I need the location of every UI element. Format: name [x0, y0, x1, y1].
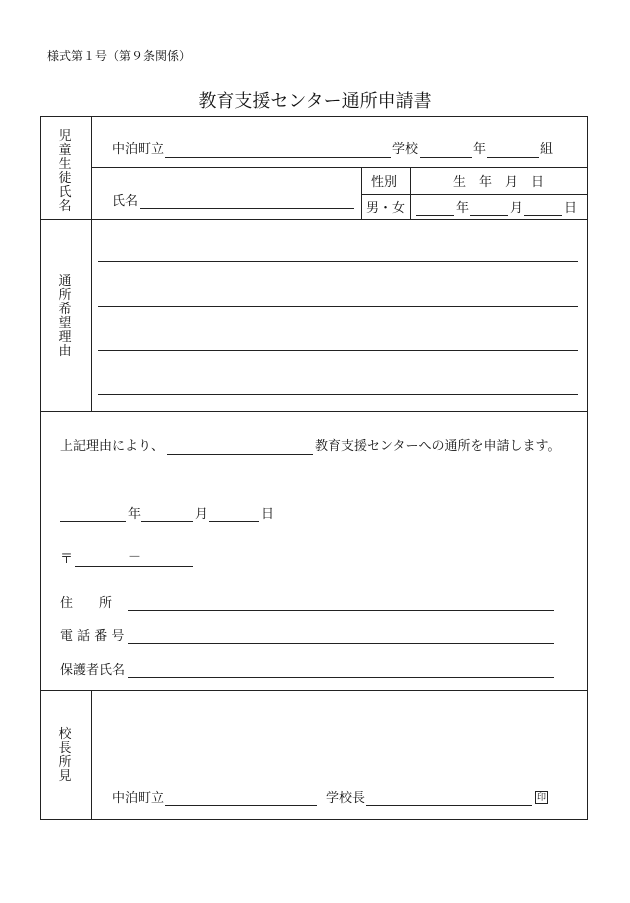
birth-year-field[interactable]: [416, 215, 454, 216]
phone-field[interactable]: [128, 643, 554, 644]
address-field[interactable]: [128, 610, 554, 611]
principal-title-label: 学校長: [326, 791, 366, 806]
section-divider: [40, 690, 588, 691]
guardian-label: 保護者氏名: [60, 663, 126, 678]
reason-line-2[interactable]: [98, 306, 578, 307]
apply-month-field[interactable]: [141, 521, 193, 522]
school-town-label: 中泊町立: [112, 142, 165, 157]
birth-month-label: 月: [510, 201, 524, 216]
statement-suffix: 教育支援センターへの通所を申請します。: [315, 439, 561, 454]
label-column-divider: [91, 690, 92, 820]
section-divider: [40, 411, 588, 412]
form-title: 教育支援センター通所申請書: [198, 91, 432, 112]
label-column-divider: [91, 116, 92, 412]
phone-label: 電 話 番 号: [60, 629, 125, 644]
birth-day-field[interactable]: [524, 215, 562, 216]
birth-day-label: 日: [564, 201, 578, 216]
reason-line-4[interactable]: [98, 394, 578, 395]
birth-month-field[interactable]: [470, 215, 508, 216]
guardian-name-field[interactable]: [128, 677, 554, 678]
grade-field[interactable]: [420, 157, 472, 158]
student-name-label: 児童生徒氏名: [58, 129, 72, 214]
school-name-field[interactable]: [165, 157, 391, 158]
class-field[interactable]: [487, 157, 539, 158]
principal-town-label: 中泊町立: [112, 791, 165, 806]
postal-mark: 〒: [60, 552, 74, 567]
statement-prefix: 上記理由により、: [60, 439, 165, 454]
apply-month-label: 月: [195, 507, 209, 522]
student-name-field[interactable]: [140, 208, 354, 209]
reason-label: 通所希望理由: [58, 274, 72, 359]
name-label: 氏名: [112, 194, 139, 209]
postal-dash: －: [128, 550, 142, 565]
apply-year-label: 年: [128, 507, 142, 522]
school-label: 学校: [392, 142, 419, 157]
gender-row-divider: [361, 194, 588, 195]
postal-code-field[interactable]: [75, 566, 193, 567]
apply-day-label: 日: [261, 507, 275, 522]
row-divider: [91, 167, 588, 168]
school-center-field[interactable]: [167, 454, 313, 455]
form-number: 様式第１号（第９条関係）: [47, 49, 192, 63]
class-label: 組: [540, 142, 554, 157]
gender-header: 性別: [371, 175, 398, 190]
gender-options[interactable]: 男・女: [366, 201, 406, 216]
reason-line-1[interactable]: [98, 261, 578, 262]
principal-school-field[interactable]: [165, 805, 317, 806]
seal-mark: 印: [536, 793, 546, 803]
grade-label: 年: [473, 142, 487, 157]
reason-line-3[interactable]: [98, 350, 578, 351]
apply-year-field[interactable]: [60, 521, 126, 522]
section-divider: [40, 219, 588, 220]
apply-day-field[interactable]: [209, 521, 259, 522]
birthdate-header: 生 年 月 日: [453, 175, 545, 190]
address-label: 住 所: [60, 596, 113, 611]
birth-year-label: 年: [456, 201, 470, 216]
principal-opinion-label: 校長所見: [58, 727, 72, 784]
principal-name-field[interactable]: [366, 805, 532, 806]
form-frame: [40, 116, 588, 820]
